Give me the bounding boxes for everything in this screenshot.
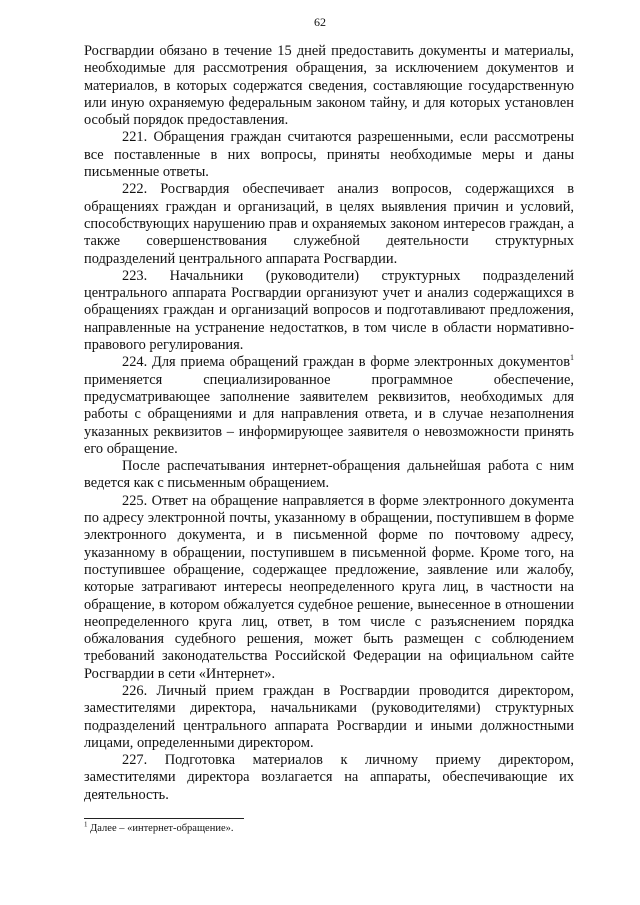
paragraph-224-end: применяется специализированное программное обеспечение, предусматривающее заполнение заявителем реквизитов, необходимых для работы с обращениями и для направления ответа, и в случае незаполнения указанных реквизитов – информирующее заявителя о невозможности принять его обращение. — [84, 371, 574, 457]
body-text — [84, 43, 574, 804]
footnote — [84, 820, 574, 835]
paragraph-224 — [84, 354, 574, 458]
page-number: 62 — [314, 15, 326, 29]
footnote-mark: 1 — [84, 820, 88, 829]
paragraph-223: 223. Начальники (руководители) структурных подразделений центрального аппарата Росгвардии организуют учет и анализ содержащихся в обращениях граждан и организаций вопросов и подготавливают предложения, направленные на устранение недостатков, в том числе в области нормативно-правового регулирования. — [84, 267, 574, 354]
footnote-divider — [84, 818, 244, 819]
paragraph-226: 226. Личный прием граждан в Росгвардии проводится директором, заместителями директора, начальниками (руководителями) структурных подразделений центрального аппарата Росгвардии и иными должностными лицами, определенными директором. — [84, 682, 574, 751]
paragraph-227: 227. Подготовка материалов к личному приему директором, заместителями директора возлагается на аппараты, обеспечивающие их деятельность. — [84, 752, 574, 803]
paragraph-224-start: 224. Для приема обращений граждан в форме электронных документов — [122, 354, 570, 371]
paragraph-222: 222. Росгвардия обеспечивает анализ вопросов, содержащихся в обращениях граждан и организаций, в целях выявления причин и условий, способствующих нарушению прав и охраняемых законом интересов граждан, а также совершенствования служебной деятельности структурных подразделений центрального аппарата Росгвардии. — [84, 181, 574, 267]
paragraph-225: 225. Ответ на обращение направляется в форме электронного документа по адресу электронной почты, указанному в обращении, поступившем в форме электронного документа, и в письменной форме по почтовому адресу, указанному в обращении, поступившем в письменной форме. Кроме того, на поступившее обращение, содержащее предложение, заявление или жалобу, которые затрагивают интересы неопределенного круга лиц, в частности на обращение, в котором обжалуется судебное решение, вынесенное в отношении неопределенного круга лиц, ответ, в том числе с разъяснением порядка обжалования судебного решения, может быть размещен с соблюдением требований законодательства Российской Федерации на официальном сайте Росгвардии в сети «Интернет». — [84, 492, 574, 682]
paragraph-221: 221. Обращения граждан считаются разрешенными, если рассмотрены все поставленные в них вопросы, приняты необходимые меры и даны письменные ответы. — [84, 129, 574, 181]
footnote-reference: 1 — [570, 353, 574, 363]
paragraph-continuation: Росгвардии обязано в течение 15 дней предоставить документы и материалы, необходимые для рассмотрения обращения, за исключением документов и материалов, в которых содержатся сведения, составляющие государственную или иную охраняемую федеральным законом тайну, и для которых установлен особый порядок предоставления. — [84, 43, 574, 129]
paragraph-printing: После распечатывания интернет-обращения дальнейшая работа с ним ведется как с письменным обращением. — [84, 458, 574, 492]
footnote-text: Далее – «интернет-обращение». — [87, 823, 234, 834]
